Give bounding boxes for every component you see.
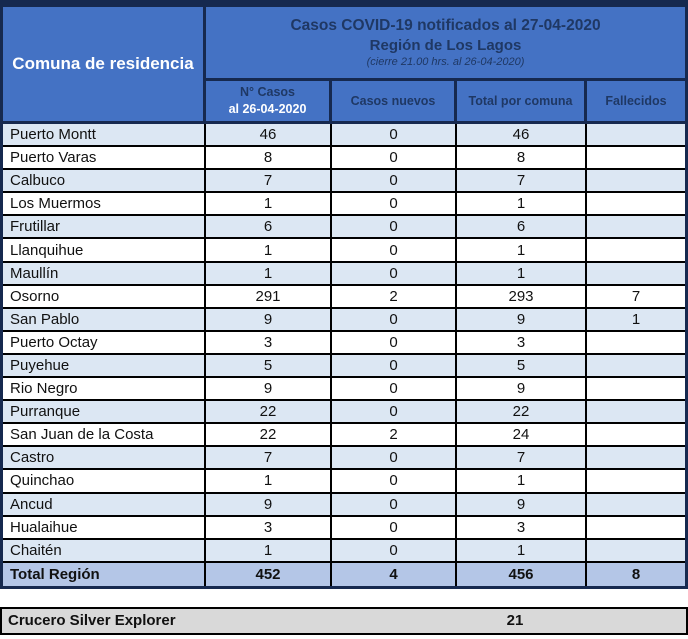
total-cell: 9 (457, 494, 587, 517)
casos-cell: 22 (206, 424, 332, 447)
casos-cell: 7 (206, 170, 332, 193)
casos-cell: 8 (206, 147, 332, 170)
column-header-total (457, 81, 587, 124)
fallecidos-cell (587, 239, 685, 262)
fallecidos-cell (587, 332, 685, 355)
table-row (3, 540, 685, 563)
nuevos-cell: 0 (332, 470, 457, 493)
nuevos-cell: 0 (332, 401, 457, 424)
nuevos-cell: 0 (332, 124, 457, 147)
nuevos-cell: 0 (332, 147, 457, 170)
total-fallecidos-cell: 8 (587, 563, 685, 586)
comuna-cell: Puerto Montt (3, 124, 206, 147)
total-cell: 24 (457, 424, 587, 447)
table-row (3, 170, 685, 193)
fallecidos-cell (587, 424, 685, 447)
fallecidos-cell (587, 401, 685, 424)
casos-cell: 1 (206, 263, 332, 286)
comuna-cell: Calbuco (3, 170, 206, 193)
casos-cell: 5 (206, 355, 332, 378)
nuevos-cell: 0 (332, 239, 457, 262)
table-row (3, 494, 685, 517)
fallecidos-cell (587, 147, 685, 170)
fallecidos-cell (587, 447, 685, 470)
comuna-cell: Llanquihue (3, 239, 206, 262)
comuna-cell: Maullín (3, 263, 206, 286)
table-row (3, 193, 685, 216)
comuna-cell: Quinchao (3, 470, 206, 493)
casos-cell: 9 (206, 378, 332, 401)
nuevos-header-label: Casos nuevos (350, 93, 436, 108)
table-row (3, 216, 685, 239)
nuevos-cell: 0 (332, 540, 457, 563)
casos-header-line1: N° Casos (239, 85, 296, 100)
comuna-cell: Puyehue (3, 355, 206, 378)
nuevos-cell: 0 (332, 378, 457, 401)
table-row (3, 378, 685, 401)
nuevos-cell: 0 (332, 170, 457, 193)
nuevos-cell: 0 (332, 447, 457, 470)
table-row (3, 124, 685, 147)
comuna-cell: Puerto Varas (3, 147, 206, 170)
comuna-header-label: Comuna de residencia (12, 54, 194, 73)
table-row (3, 401, 685, 424)
fallecidos-cell (587, 170, 685, 193)
total-header-label: Total por comuna (468, 93, 573, 108)
nuevos-cell: 0 (332, 309, 457, 332)
table-row (3, 517, 685, 540)
total-cell: 6 (457, 216, 587, 239)
fallecidos-cell (587, 124, 685, 147)
total-cell: 1 (457, 263, 587, 286)
total-cell: 293 (457, 286, 587, 309)
fallecidos-cell (587, 193, 685, 216)
casos-cell: 6 (206, 216, 332, 239)
column-header-fallecidos (587, 81, 685, 124)
nuevos-cell: 2 (332, 286, 457, 309)
nuevos-cell: 0 (332, 494, 457, 517)
fallecidos-cell (587, 263, 685, 286)
fallecidos-cell (587, 216, 685, 239)
casos-cell: 3 (206, 332, 332, 355)
total-label-cell: Total Región (3, 563, 206, 586)
total-cell: 1 (457, 470, 587, 493)
title-line3: (cierre 21.00 hrs. al 26-04-2020) (366, 56, 525, 68)
comuna-header-cell (3, 7, 206, 124)
table-row (3, 424, 685, 447)
header-right-block (206, 7, 685, 124)
nuevos-cell: 2 (332, 424, 457, 447)
table-row (3, 309, 685, 332)
total-cell: 5 (457, 355, 587, 378)
total-cell: 9 (457, 378, 587, 401)
fallecidos-cell (587, 470, 685, 493)
total-row (3, 563, 685, 586)
total-cell: 9 (457, 309, 587, 332)
table-row (3, 286, 685, 309)
total-cell: 1 (457, 540, 587, 563)
total-cell: 7 (457, 447, 587, 470)
comuna-cell: San Juan de la Costa (3, 424, 206, 447)
casos-cell: 291 (206, 286, 332, 309)
fallecidos-cell (587, 378, 685, 401)
table-row (3, 332, 685, 355)
casos-cell: 1 (206, 239, 332, 262)
total-casos-cell: 452 (206, 563, 332, 586)
nuevos-cell: 0 (332, 263, 457, 286)
casos-cell: 1 (206, 193, 332, 216)
table-row (3, 470, 685, 493)
comuna-cell: Puerto Octay (3, 332, 206, 355)
fallecidos-header-label: Fallecidos (605, 93, 667, 108)
table-header (3, 7, 685, 124)
table-body (3, 124, 685, 563)
casos-header-line2: al 26-04-2020 (228, 102, 307, 116)
total-cell: 1 (457, 239, 587, 262)
comuna-cell: Hualaihue (3, 517, 206, 540)
table-row (3, 147, 685, 170)
fallecidos-cell: 1 (587, 309, 685, 332)
casos-cell: 3 (206, 517, 332, 540)
comuna-cell: Ancud (3, 494, 206, 517)
casos-cell: 22 (206, 401, 332, 424)
column-header-row (206, 81, 685, 124)
casos-cell: 9 (206, 309, 332, 332)
casos-cell: 1 (206, 540, 332, 563)
comuna-cell: Chaitén (3, 540, 206, 563)
total-cell: 3 (457, 332, 587, 355)
crucero-label: Crucero Silver Explorer (8, 612, 176, 630)
comuna-cell: Frutillar (3, 216, 206, 239)
column-header-casos (206, 81, 332, 124)
nuevos-cell: 0 (332, 355, 457, 378)
casos-cell: 1 (206, 470, 332, 493)
fallecidos-cell (587, 540, 685, 563)
total-cell: 3 (457, 517, 587, 540)
total-cell: 22 (457, 401, 587, 424)
comuna-cell: Rio Negro (3, 378, 206, 401)
total-cell: 8 (457, 147, 587, 170)
casos-cell: 46 (206, 124, 332, 147)
casos-cell: 7 (206, 447, 332, 470)
comuna-cell: Castro (3, 447, 206, 470)
column-header-nuevos (332, 81, 457, 124)
crucero-row (0, 607, 688, 635)
nuevos-cell: 0 (332, 332, 457, 355)
comuna-cell: Purranque (3, 401, 206, 424)
fallecidos-cell (587, 355, 685, 378)
title-line1: Casos COVID-19 notificados al 27-04-2020 (290, 17, 601, 34)
table-title-cell (206, 7, 685, 81)
total-cell: 1 (457, 193, 587, 216)
fallecidos-cell (587, 517, 685, 540)
comuna-cell: Los Muermos (3, 193, 206, 216)
casos-cell: 9 (206, 494, 332, 517)
table-row (3, 447, 685, 470)
table-row (3, 263, 685, 286)
fallecidos-cell: 7 (587, 286, 685, 309)
crucero-value: 21 (506, 612, 524, 630)
comuna-cell: San Pablo (3, 309, 206, 332)
total-cell: 7 (457, 170, 587, 193)
total-nuevos-cell: 4 (332, 563, 457, 586)
nuevos-cell: 0 (332, 517, 457, 540)
nuevos-cell: 0 (332, 216, 457, 239)
table-row (3, 355, 685, 378)
table-row (3, 239, 685, 262)
title-line2: Región de Los Lagos (369, 37, 522, 54)
fallecidos-cell (587, 494, 685, 517)
nuevos-cell: 0 (332, 193, 457, 216)
comuna-cell: Osorno (3, 286, 206, 309)
total-cell: 46 (457, 124, 587, 147)
total-total-cell: 456 (457, 563, 587, 586)
